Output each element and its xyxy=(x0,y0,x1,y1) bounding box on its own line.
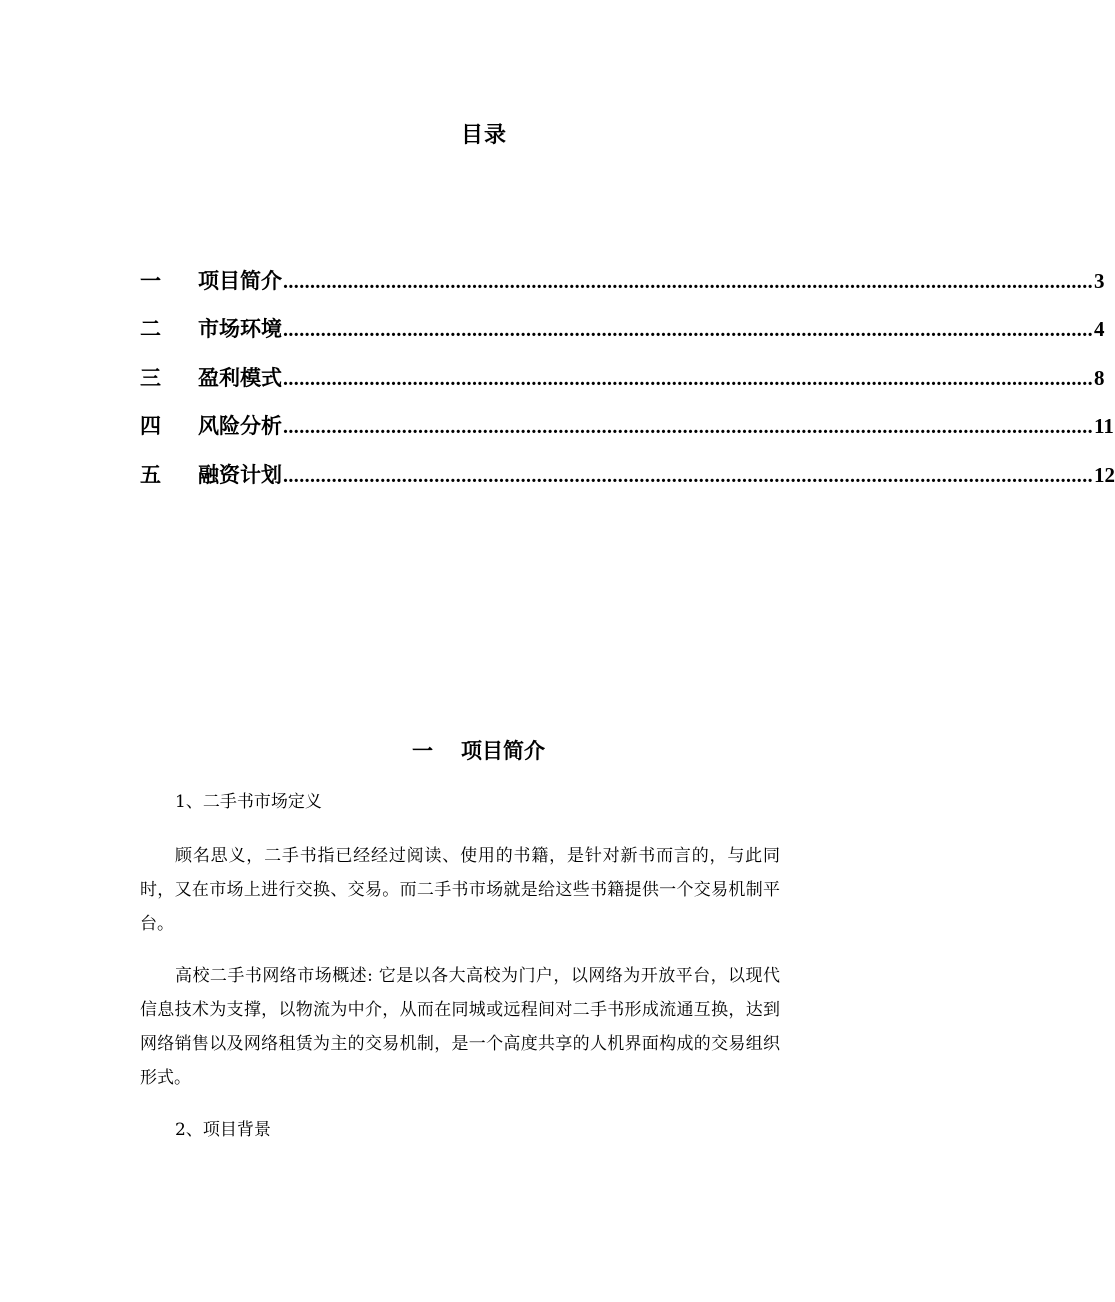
toc-entry[interactable] xyxy=(140,459,1115,489)
toc-entry-page: 4 xyxy=(1094,317,1105,341)
toc-entry[interactable] xyxy=(140,265,1105,295)
toc-leader-dots: ...................................................................................................................................................... xyxy=(283,368,1093,390)
toc-entry-page: 11 xyxy=(1094,414,1114,438)
toc-entry[interactable] xyxy=(140,410,1114,440)
subheading-background: 2、项目背景 xyxy=(175,1120,271,1140)
toc-entry-number: 四 xyxy=(140,413,161,438)
section-heading xyxy=(412,735,545,765)
section-number: 一 xyxy=(412,738,433,763)
toc-entry-label: 风险分析 xyxy=(198,413,282,438)
toc-title: 目录 xyxy=(460,122,507,148)
toc-entry-number: 三 xyxy=(140,365,161,390)
section-title: 项目简介 xyxy=(461,738,545,763)
toc-entry-label: 项目简介 xyxy=(198,268,282,293)
toc-leader-dots: ...................................................................................................................................................... xyxy=(283,416,1093,438)
toc-entry-label: 融资计划 xyxy=(198,462,282,487)
toc-leader-dots: ...................................................................................................................................................... xyxy=(283,465,1093,487)
toc-leader-dots: ...................................................................................................................................................... xyxy=(283,271,1093,293)
toc-entry[interactable] xyxy=(140,313,1105,343)
toc-entry-number: 二 xyxy=(140,316,161,341)
toc-entry-label: 市场环境 xyxy=(198,316,282,341)
paragraph-market-overview: 高校二手书网络市场概述: 它是以各大高校为门户，以网络为开放平台，以现代信息技术为支撑，以物流为中介，从而在同城或远程间对二手书形成流通互换，达到网络销售以及网络租赁为主的交易机制，是一个高度共享的人机界面构成的交易组织形式。 xyxy=(140,966,780,1088)
toc-entry-number: 一 xyxy=(140,268,161,293)
toc-entry-page: 12 xyxy=(1094,463,1115,487)
toc-leader-dots: ...................................................................................................................................................... xyxy=(283,319,1093,341)
paragraph-definition: 顾名思义，二手书指已经经过阅读、使用的书籍，是针对新书而言的，与此同时，又在市场上进行交换、交易。而二手书市场就是给这些书籍提供一个交易机制平台。 xyxy=(140,846,780,934)
toc-entry[interactable] xyxy=(140,362,1105,392)
toc-entry-page: 3 xyxy=(1094,269,1105,293)
subheading-definition: 1、二手书市场定义 xyxy=(175,792,322,812)
toc-entry-page: 8 xyxy=(1094,366,1105,390)
toc-entry-label: 盈利模式 xyxy=(198,365,282,390)
toc-entry-number: 五 xyxy=(140,462,161,487)
